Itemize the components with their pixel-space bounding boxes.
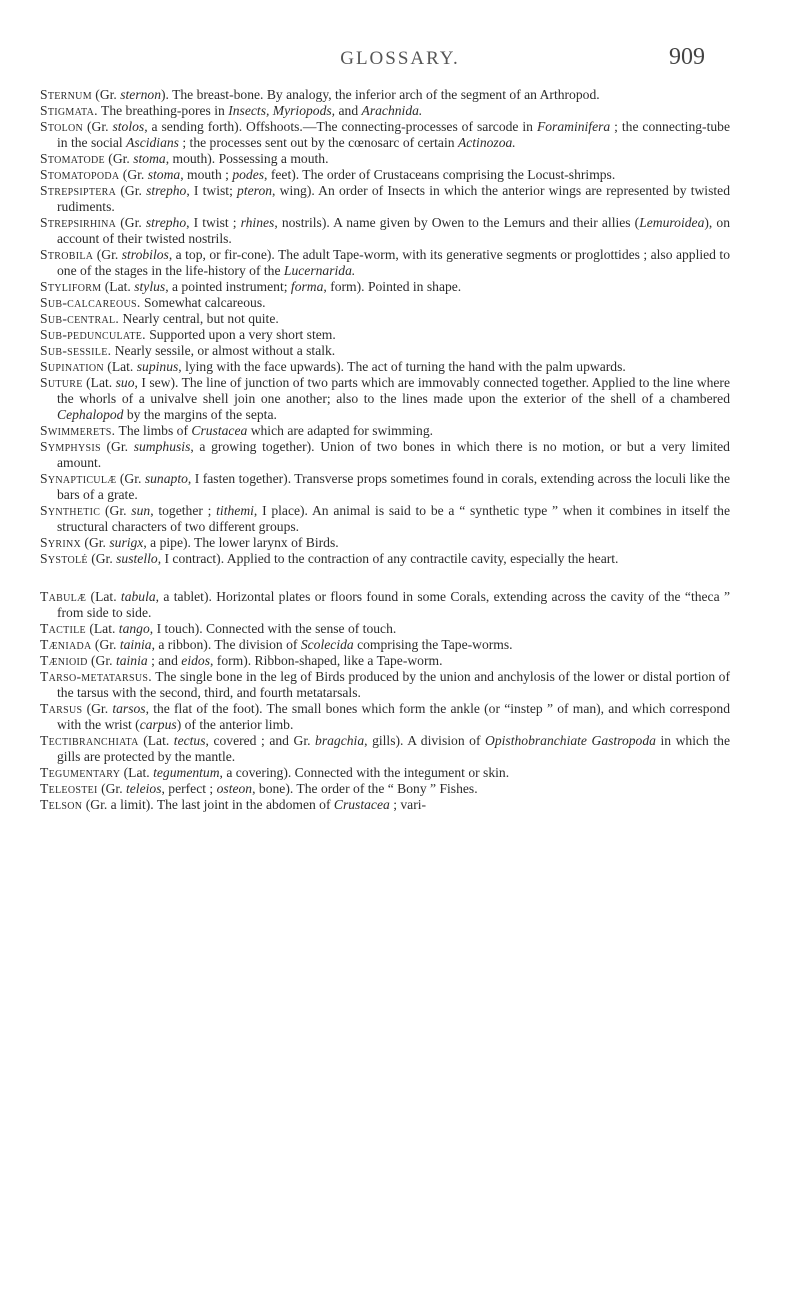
glossary-entry	[40, 279, 730, 295]
glossary-entry	[40, 701, 730, 733]
glossary-entry	[40, 765, 730, 781]
glossary-entry	[40, 311, 730, 327]
entry-definition: (Gr. surigx, a pipe). The lower larynx of Birds.	[81, 535, 339, 550]
entry-headword: Telson	[40, 797, 83, 812]
entry-definition: (Gr. stoma, mouth). Possessing a mouth.	[104, 151, 329, 166]
entry-headword: Sub-sessile.	[40, 343, 112, 358]
running-head: GLOSSARY.	[340, 48, 460, 69]
entry-headword: Supination	[40, 359, 104, 374]
entry-definition: (Lat. tectus, covered ; and Gr. bragchia, gills). A division of Opisthobranchiate Gastropoda in which the gills are protected by the mantle.	[57, 733, 730, 764]
entry-headword: Sub-calcareous.	[40, 295, 141, 310]
glossary-entries	[40, 87, 730, 813]
entry-definition: (Gr. sumphusis, a growing together). Union of two bones in which there is no motion, or but a very limited amount.	[57, 439, 730, 470]
glossary-entry	[40, 423, 730, 439]
entry-definition: (Lat. tango, I touch). Connected with the sense of touch.	[85, 621, 397, 636]
glossary-entry	[40, 653, 730, 669]
entry-headword: Synapticulæ	[40, 471, 117, 486]
entry-headword: Stomatode	[40, 151, 105, 166]
glossary-entry	[40, 781, 730, 797]
glossary-entry	[40, 359, 730, 375]
glossary-entry	[40, 503, 730, 535]
glossary-entry	[40, 439, 730, 471]
entry-definition: (Gr. sun, together ; tithemi, I place). An animal is said to be a “ synthetic type ” when it combines in itself the structural characters of two different groups.	[57, 503, 730, 534]
entry-definition: (Lat. tegumentum, a covering). Connected with the integument or skin.	[120, 765, 510, 780]
entry-definition: The single bone in the leg of Birds produced by the union and anchylosis of the lower or distal portion of the tarsus with the second, third, and fourth metatarsals.	[57, 669, 730, 700]
entry-headword: Sternum	[40, 87, 92, 102]
entry-headword: Tæniada	[40, 637, 92, 652]
entry-headword: Systolé	[40, 551, 88, 566]
entry-headword: Tactile	[40, 621, 86, 636]
glossary-entry	[40, 103, 730, 119]
glossary-entry	[40, 589, 730, 621]
entry-definition: (Gr. strepho, I twist ; rhines, nostrils). A name given by Owen to the Lemurs and their allies (Lemuroidea), on account of their twisted nostrils.	[57, 215, 730, 246]
entry-definition: (Gr. strepho, I twist; pteron, wing). An order of Insects in which the anterior wings are represented by twisted rudiments.	[57, 183, 730, 214]
entry-definition: (Lat. stylus, a pointed instrument; forma, form). Pointed in shape.	[101, 279, 462, 294]
entry-headword: Teleostei	[40, 781, 98, 796]
entry-headword: Strobila	[40, 247, 94, 262]
entry-definition: (Gr. a limit). The last joint in the abdomen of Crustacea ; vari-	[82, 797, 427, 812]
entry-definition: (Gr. sunapto, I fasten together). Transverse props sometimes found in corals, extending across the loculi like the bars of a grate.	[57, 471, 730, 502]
glossary-entry	[40, 637, 730, 653]
entry-headword: Tænioid	[40, 653, 88, 668]
entry-headword: Swimmerets.	[40, 423, 116, 438]
glossary-entry	[40, 471, 730, 503]
glossary-entry	[40, 215, 730, 247]
entry-definition: (Lat. tabula, a tablet). Horizontal plates or floors found in some Corals, extending across the cavity of the “theca ” from side to side.	[57, 589, 730, 620]
entry-headword: Tegumentary	[40, 765, 121, 780]
section-t	[40, 589, 730, 813]
entry-headword: Sub-central.	[40, 311, 120, 326]
glossary-entry	[40, 327, 730, 343]
entry-definition: Nearly central, but not quite.	[119, 311, 279, 326]
entry-headword: Strepsiptera	[40, 183, 117, 198]
glossary-entry	[40, 295, 730, 311]
glossary-entry	[40, 119, 730, 151]
entry-headword: Tarso-metatarsus.	[40, 669, 152, 684]
entry-headword: Tabulæ	[40, 589, 87, 604]
entry-definition: (Gr. stolos, a sending forth). Offshoots.—The connecting-processes of sarcode in Foraminifera ; the connecting-tube in the social Ascidians ; the processes sent out by the cœnosarc of certain Actinozoa.	[57, 119, 730, 150]
section-s	[40, 87, 730, 567]
entry-definition: The limbs of Crustacea which are adapted for swimming.	[115, 423, 434, 438]
entry-definition: (Gr. strobilos, a top, or fir-cone). The adult Tape-worm, with its generative segments or proglottides ; also applied to one of the stages in the life-history of the Lucernarida.	[57, 247, 730, 278]
entry-headword: Tarsus	[40, 701, 83, 716]
entry-definition: Supported upon a very short stem.	[145, 327, 336, 342]
glossary-entry	[40, 375, 730, 423]
entry-headword: Strepsirhina	[40, 215, 117, 230]
entry-headword: Tectibranchiata	[40, 733, 139, 748]
entry-definition: (Gr. sternon). The breast-bone. By analogy, the inferior arch of the segment of an Arthropod.	[91, 87, 600, 102]
entry-definition: (Gr. stoma, mouth ; podes, feet). The order of Crustaceans comprising the Locust-shrimps.	[119, 167, 616, 182]
glossary-entry	[40, 733, 730, 765]
entry-headword: Stigmata.	[40, 103, 98, 118]
entry-definition: (Lat. supinus, lying with the face upwards). The act of turning the hand with the palm upwards.	[103, 359, 626, 374]
entry-definition: (Gr. sustello, I contract). Applied to the contraction of any contractile cavity, especially the heart.	[87, 551, 619, 566]
glossary-entry	[40, 551, 730, 567]
entry-definition: (Gr. tainia, a ribbon). The division of Scolecida comprising the Tape-worms.	[91, 637, 513, 652]
glossary-entry	[40, 669, 730, 701]
entry-definition: Somewhat calcareous.	[140, 295, 266, 310]
glossary-entry	[40, 183, 730, 215]
glossary-entry	[40, 621, 730, 637]
glossary-entry	[40, 343, 730, 359]
entry-headword: Syrinx	[40, 535, 82, 550]
entry-headword: Stolon	[40, 119, 84, 134]
entry-headword: Symphysis	[40, 439, 101, 454]
entry-headword: Sub-pedunculate.	[40, 327, 146, 342]
entry-definition: (Lat. suo, I sew). The line of junction of two parts which are immovably connected together. Applied to the line where the whorls of a univalve shell join one another; also to the lines made upon the exterior of the shell of a chambered Cephalopod by the margins of the septa.	[57, 375, 730, 422]
entry-definition: Nearly sessile, or almost without a stalk.	[111, 343, 336, 358]
entry-headword: Synthetic	[40, 503, 101, 518]
entry-headword: Styliform	[40, 279, 102, 294]
entry-definition: (Gr. teleios, perfect ; osteon, bone). The order of the “ Bony ” Fishes.	[97, 781, 478, 796]
entry-definition: (Gr. tarsos, the flat of the foot). The small bones which form the ankle (or “instep ” of man), and which correspond with the wrist (carpus) of the anterior limb.	[57, 701, 730, 732]
entry-headword: Stomatopoda	[40, 167, 120, 182]
entry-headword: Suture	[40, 375, 83, 390]
glossary-entry	[40, 167, 730, 183]
page-number: 909	[669, 44, 705, 70]
glossary-entry	[40, 151, 730, 167]
glossary-entry	[40, 535, 730, 551]
entry-definition: (Gr. tainia ; and eidos, form). Ribbon-shaped, like a Tape-worm.	[87, 653, 443, 668]
glossary-entry	[40, 247, 730, 279]
glossary-entry	[40, 797, 730, 813]
glossary-entry	[40, 87, 730, 103]
entry-definition: The breathing-pores in Insects, Myriopods, and Arachnida.	[97, 103, 423, 118]
